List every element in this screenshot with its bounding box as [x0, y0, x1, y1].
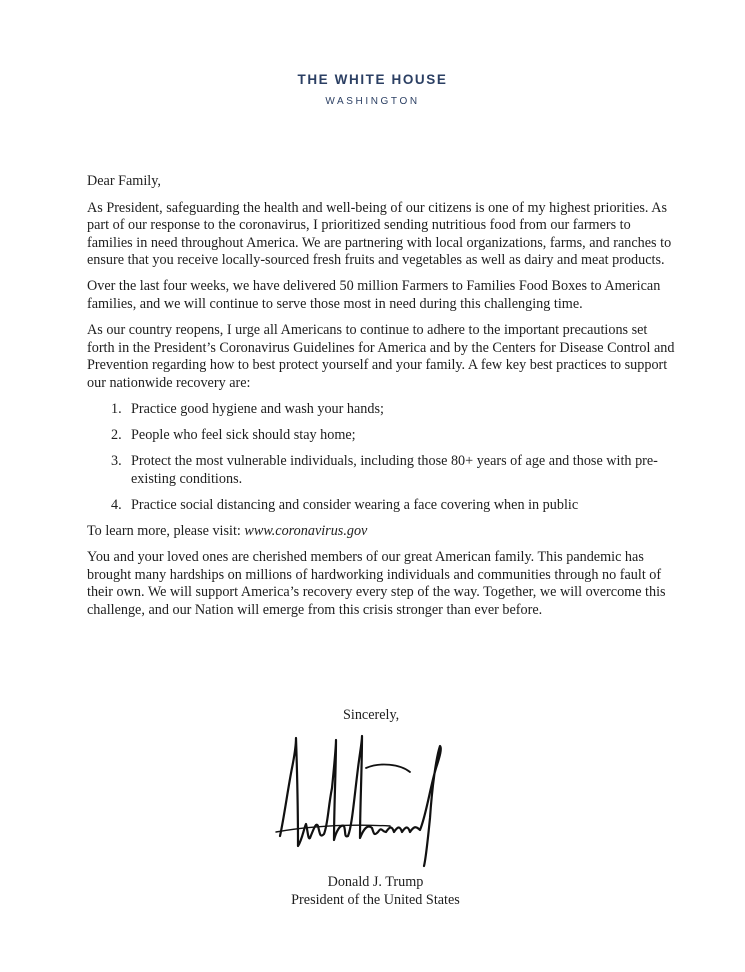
- list-item-number: 3.: [111, 453, 122, 470]
- handwritten-signature-icon: [270, 728, 470, 868]
- organization-name: THE WHITE HOUSE: [297, 72, 448, 87]
- signature-block: [0, 873, 745, 909]
- paragraph-3: As our country reopens, I urge all Americans to continue to adhere to the important precautions set forth in the President’s Coronavirus Guidelines for America and by the Centers for Disease Control and Prevention regarding how to best protect yourself and your family. A few key best practices to support our nationwide recovery are:: [87, 322, 675, 391]
- salutation: Dear Family,: [87, 173, 161, 189]
- paragraph-closing: You and your loved ones are cherished members of our great American family. This pandemic has brought many hardships on millions of hardworking individuals and communities through no fault of their own. We will support America’s recovery every step of the way. Together, we will overcome this challenge, and our Nation will emerge from this crisis stronger than ever before.: [87, 549, 666, 618]
- paragraph-2: Over the last four weeks, we have delivered 50 million Farmers to Families Food Boxes to American families, and we will continue to serve those most in need during this challenging time.: [87, 278, 661, 313]
- list-item-number: 1.: [111, 401, 122, 418]
- list-item-text: Practice social distancing and consider wearing a face covering when in public: [131, 496, 579, 513]
- list-item-number: 2.: [111, 427, 122, 444]
- signer-title: President of the United States: [291, 892, 460, 908]
- learn-more-prefix: To learn more, please visit:: [87, 523, 245, 539]
- organization-city: WASHINGTON: [325, 96, 420, 107]
- list-item: [87, 427, 675, 445]
- website-link[interactable]: www.coronavirus.gov: [244, 523, 368, 539]
- signer-name: Donald J. Trump: [327, 874, 424, 890]
- closing-salutation: Sincerely,: [343, 707, 400, 723]
- learn-more-line: [87, 523, 675, 541]
- list-item: [87, 401, 675, 419]
- list-item: [87, 453, 675, 488]
- list-item-text: People who feel sick should stay home;: [131, 427, 356, 444]
- list-item: [87, 497, 675, 515]
- best-practices-list: [87, 401, 675, 514]
- letterhead: [0, 72, 745, 107]
- list-item-text: Protect the most vulnerable individuals, including those 80+ years of age and those with pre-existing conditions.: [131, 453, 658, 487]
- list-item-number: 4.: [111, 496, 122, 513]
- letter-body: [87, 173, 675, 628]
- list-item-text: Practice good hygiene and wash your hands;: [131, 401, 384, 418]
- paragraph-1: As President, safeguarding the health and well-being of our citizens is one of my highest priorities. As part of our response to the coronavirus, I prioritized sending nutritious food from our farmers to families in need throughout America. We are partnering with local organizations, farms, and ranches to ensure that you receive locally-sourced fresh fruits and vegetables as well as dairy and meat products.: [87, 199, 672, 269]
